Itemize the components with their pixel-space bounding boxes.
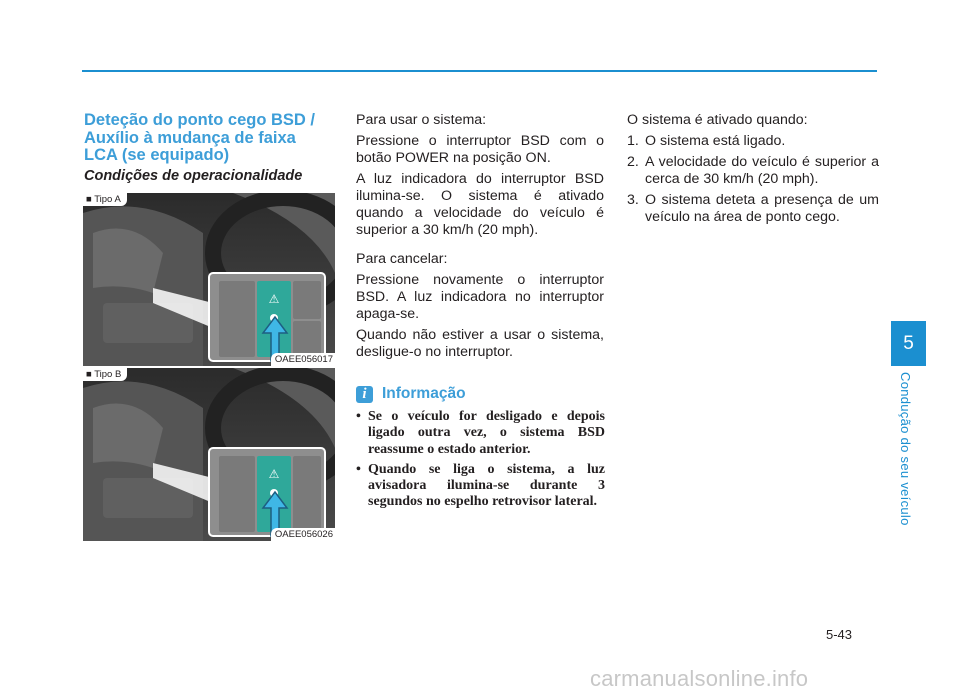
figure-code: OAEE056026 — [271, 528, 335, 541]
paragraph: Para cancelar: — [356, 251, 448, 267]
section-heading — [84, 112, 344, 165]
dashboard-illustration-b — [83, 368, 335, 541]
heading-line: Deteção do ponto cego BSD / — [84, 111, 316, 129]
figure-code: OAEE056017 — [271, 353, 335, 366]
list-number: 3. — [627, 192, 639, 208]
chapter-title: Condução do seu veículo — [898, 372, 913, 526]
watermark: carmanualsonline.info — [590, 666, 809, 691]
paragraph: Pressione o interruptor BSD com o botão POWER na posição ON. — [356, 133, 604, 166]
list-text: O sistema está ligado. — [645, 133, 786, 149]
numbered-list — [627, 133, 879, 226]
dashboard-illustration-a — [83, 193, 335, 366]
section-subheading: Condições de operacionalidade — [84, 168, 303, 184]
info-title: Informação — [382, 385, 466, 402]
paragraph: O sistema é ativado quando: — [627, 112, 808, 128]
list-item — [627, 192, 879, 226]
heading-line: LCA (se equipado) — [84, 146, 230, 164]
list-item: • Se o veículo for desligado e depois ligado outra vez, o sistema BSD reassume o estado anterior. — [356, 409, 605, 458]
info-icon: i — [356, 386, 373, 403]
instructions-column — [356, 112, 604, 365]
chapter-number-tab: 5 — [891, 321, 926, 366]
page-number: 5-43 — [826, 627, 853, 642]
figure-type-b — [83, 368, 335, 541]
list-item: • Quando se liga o sistema, a luz avisadora ilumina-se durante 3 segundos no espelho retrovisor lateral. — [356, 462, 605, 511]
svg-text:⚠: ⚠ — [268, 467, 280, 481]
svg-text:⚠: ⚠ — [268, 292, 280, 306]
info-header — [356, 385, 466, 403]
figure-type-a — [83, 193, 335, 366]
paragraph: Quando não estiver a usar o sistema, desligue-o no interruptor. — [356, 327, 604, 360]
list-item — [627, 154, 879, 188]
paragraph: A luz indicadora do interruptor BSD ilumina-se. O sistema é ativado quando a velocidade do veículo é superior a 30 km/h (20 mph). — [356, 171, 604, 238]
paragraph: Pressione novamente o interruptor BSD. A luz indicadora no interruptor apaga-se. — [356, 272, 604, 322]
activation-column — [627, 112, 879, 230]
top-rule — [82, 70, 877, 72]
list-text: A velocidade do veículo é superior a cerca de 30 km/h (20 mph). — [645, 154, 879, 187]
figure-label: ■ Tipo A — [83, 193, 127, 206]
heading-line: Auxílio à mudança de faixa — [84, 128, 296, 147]
info-list — [356, 409, 605, 515]
figure-label: ■ Tipo B — [83, 368, 127, 381]
paragraph: Para usar o sistema: — [356, 112, 487, 128]
list-number: 1. — [627, 133, 639, 149]
list-item — [627, 133, 879, 150]
list-number: 2. — [627, 154, 639, 170]
list-text: O sistema deteta a presença de um veículo na área de ponto cego. — [645, 192, 879, 225]
